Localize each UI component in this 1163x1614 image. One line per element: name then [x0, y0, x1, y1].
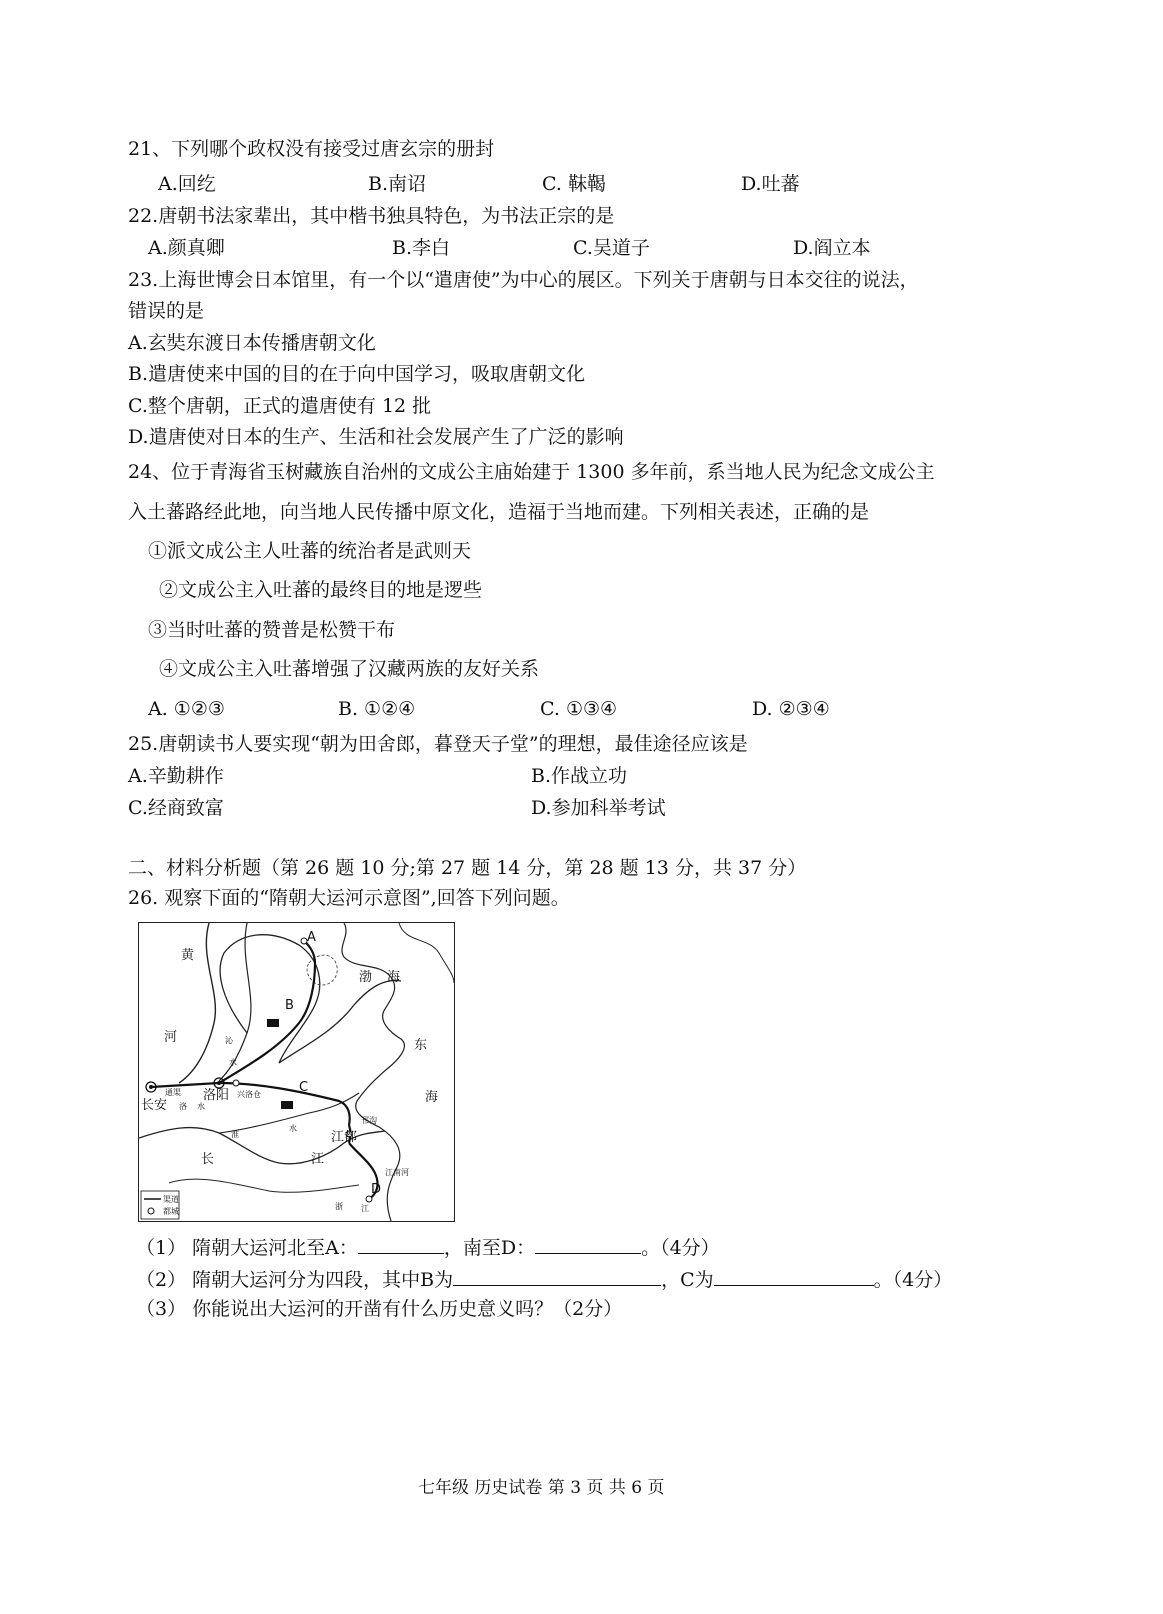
q23-stem-line1: 23.上海世博会日本馆里，有一个以“遣唐使”为中心的展区。下列关于唐朝与日本交往的说法，: [128, 269, 919, 291]
q24-statement-2: ②文成公主入吐蕃的最终目的地是逻些: [159, 579, 483, 601]
q23-stem-line2: 错误的是: [128, 300, 205, 322]
q26-sub1-blank-d[interactable]: [535, 1233, 641, 1254]
q23-option-b: B.遣唐使来中国的目的在于向中国学习，吸取唐朝文化: [128, 363, 586, 385]
label-qin-shui: 水: [229, 1058, 237, 1067]
label-point-a: A: [307, 930, 316, 945]
q26-sub1: [136, 1233, 720, 1260]
yellow-river-east-line: [279, 980, 401, 1063]
q22-stem: 22.唐朝书法家辈出，其中楷书独具特色，为书法正宗的是: [128, 205, 615, 227]
label-dong: 东: [414, 1038, 428, 1053]
coastline-north: [399, 923, 454, 983]
q26-sub2-text-a: （2） 隋朝大运河分为四段，其中B为: [136, 1269, 454, 1291]
q25-option-b: B.作战立功: [531, 765, 628, 787]
label-huai-shui: 水: [289, 1124, 297, 1133]
q22-option-d: D.阎立本: [793, 237, 871, 259]
label-luoyang: 洛阳: [203, 1088, 230, 1103]
label-point-c: C: [299, 1080, 309, 1095]
q26-sub1-blank-a[interactable]: [358, 1233, 444, 1254]
xingluocang-marker: [233, 1080, 239, 1086]
label-huai: 淮: [231, 1130, 239, 1139]
lake-dashed: [307, 955, 337, 985]
q21-option-c: C. 靺鞨: [542, 173, 606, 195]
q23-option-a: A.玄奘东渡日本传播唐朝文化: [128, 332, 376, 354]
q26-sub2-blank-c[interactable]: [714, 1265, 874, 1286]
granary-icon: [281, 1101, 293, 1109]
label-jiangdu: 江都: [331, 1130, 358, 1145]
label-zhe: 浙: [335, 1202, 343, 1211]
q26-sub3: （3） 你能说出大运河的开凿有什么历史意义吗？（2分）: [136, 1298, 623, 1320]
label-jiang: 江: [311, 1152, 325, 1167]
q21-option-d: D.吐蕃: [741, 173, 800, 195]
yellow-river-bend-line: [220, 935, 320, 1063]
q24-stem-line1: 24、位于青海省玉树藏族自治州的文成公主庙始建于 1300 多年前，系当地人民为纪念文成公主: [128, 461, 935, 483]
label-jiangnanhe: 江南河: [385, 1168, 409, 1177]
q24-stem-line2: 入土蕃路经此地，向当地人民传播中原文化，造福于当地而建。下列相关表述，正确的是: [128, 501, 870, 523]
label-bohai-2: 海: [387, 970, 401, 985]
q24-option-d: D. ②③④: [752, 698, 830, 720]
q26-sub1-text-b: ，南至D：: [443, 1237, 536, 1259]
label-changan: 长安: [141, 1098, 168, 1113]
q23-option-c: C.整个唐朝，正式的遣唐使有 12 批: [128, 395, 432, 417]
label-point-d: D: [371, 1182, 382, 1197]
qiantang-river-line: [169, 1179, 359, 1192]
q24-statement-1: ①派文成公主人吐蕃的统治者是武则天: [148, 540, 472, 562]
q24-option-a: A. ①②③: [148, 698, 225, 720]
label-he: 河: [164, 1030, 178, 1045]
q26-sub1-text-a: （1） 隋朝大运河北至A：: [136, 1237, 358, 1259]
label-zhe-jiang: 江: [361, 1204, 369, 1213]
label-hai: 海: [425, 1090, 439, 1105]
q22-option-b: B.李白: [392, 237, 451, 259]
section2-heading: 二、材料分析题（第 26 题 10 分;第 27 题 14 分，第 28 题 13 分，共 37 分）: [128, 857, 807, 879]
changan-capital-dot: [149, 1085, 153, 1089]
q26-sub1-text-c: 。（4分）: [641, 1237, 720, 1259]
q25-option-d: D.参加科举考试: [531, 797, 666, 819]
label-chang: 长: [201, 1152, 215, 1167]
q26-stem: 26. 观察下面的“隋朝大运河示意图”,回答下列问题。: [128, 887, 570, 909]
q24-option-b: B. ①②④: [338, 698, 416, 720]
yellow-river-west-line: [179, 923, 215, 1083]
label-hangou: 邗沟: [361, 1116, 377, 1125]
q21-option-b: B.南诏: [368, 173, 427, 195]
legend-capital-label: 都城: [163, 1207, 179, 1216]
q26-sub2-text-c: 。（4分）: [873, 1269, 953, 1291]
q24-statement-3: ③当时吐蕃的赞普是松赞干布: [148, 619, 396, 641]
q26-sub2-blank-b[interactable]: [453, 1265, 661, 1286]
q25-option-a: A.辛勤耕作: [128, 765, 224, 787]
label-point-b: B: [285, 998, 294, 1013]
q25-stem: 25.唐朝读书人要实现“朝为田舍郎，暮登天子堂”的理想，最佳途径应该是: [128, 733, 748, 755]
q25-option-c: C.经商致富: [128, 797, 224, 819]
label-luo: 洛: [179, 1102, 187, 1111]
legend-canal-label: 渠道: [163, 1195, 179, 1204]
q23-option-d: D.遣唐使对日本的生产、生活和社会发展产生了广泛的影响: [128, 426, 624, 448]
label-qin: 沁: [225, 1036, 233, 1045]
page-footer: 七年级 历史试卷 第 3 页 共 6 页: [418, 1478, 665, 1498]
grand-canal-map-drawing: [139, 923, 454, 1221]
label-bohai-1: 渤: [359, 970, 373, 985]
q24-option-c: C. ①③④: [540, 698, 618, 720]
label-xingluocang: 兴洛仓: [237, 1090, 261, 1099]
q21-option-a: A.回纥: [158, 173, 216, 195]
q22-option-a: A.颜真卿: [148, 237, 225, 259]
q24-statement-4: ④文成公主入吐蕃增强了汉藏两族的友好关系: [159, 658, 540, 680]
q21-stem: 21、下列哪个政权没有接受过唐玄宗的册封: [128, 138, 495, 160]
label-luo-shui: 水: [197, 1102, 205, 1111]
q22-option-c: C.吴道子: [573, 237, 650, 259]
label-huang: 黄: [181, 948, 195, 963]
canal-guangtong: [151, 1083, 219, 1087]
q26-sub2-text-b: ，C为: [661, 1269, 714, 1291]
grand-canal-map: [138, 922, 455, 1222]
label-tongqu: 通渠: [165, 1088, 181, 1097]
luoyang-capital-dot: [217, 1081, 221, 1085]
q26-sub2: [136, 1265, 952, 1292]
granary-icon: [267, 1019, 279, 1027]
